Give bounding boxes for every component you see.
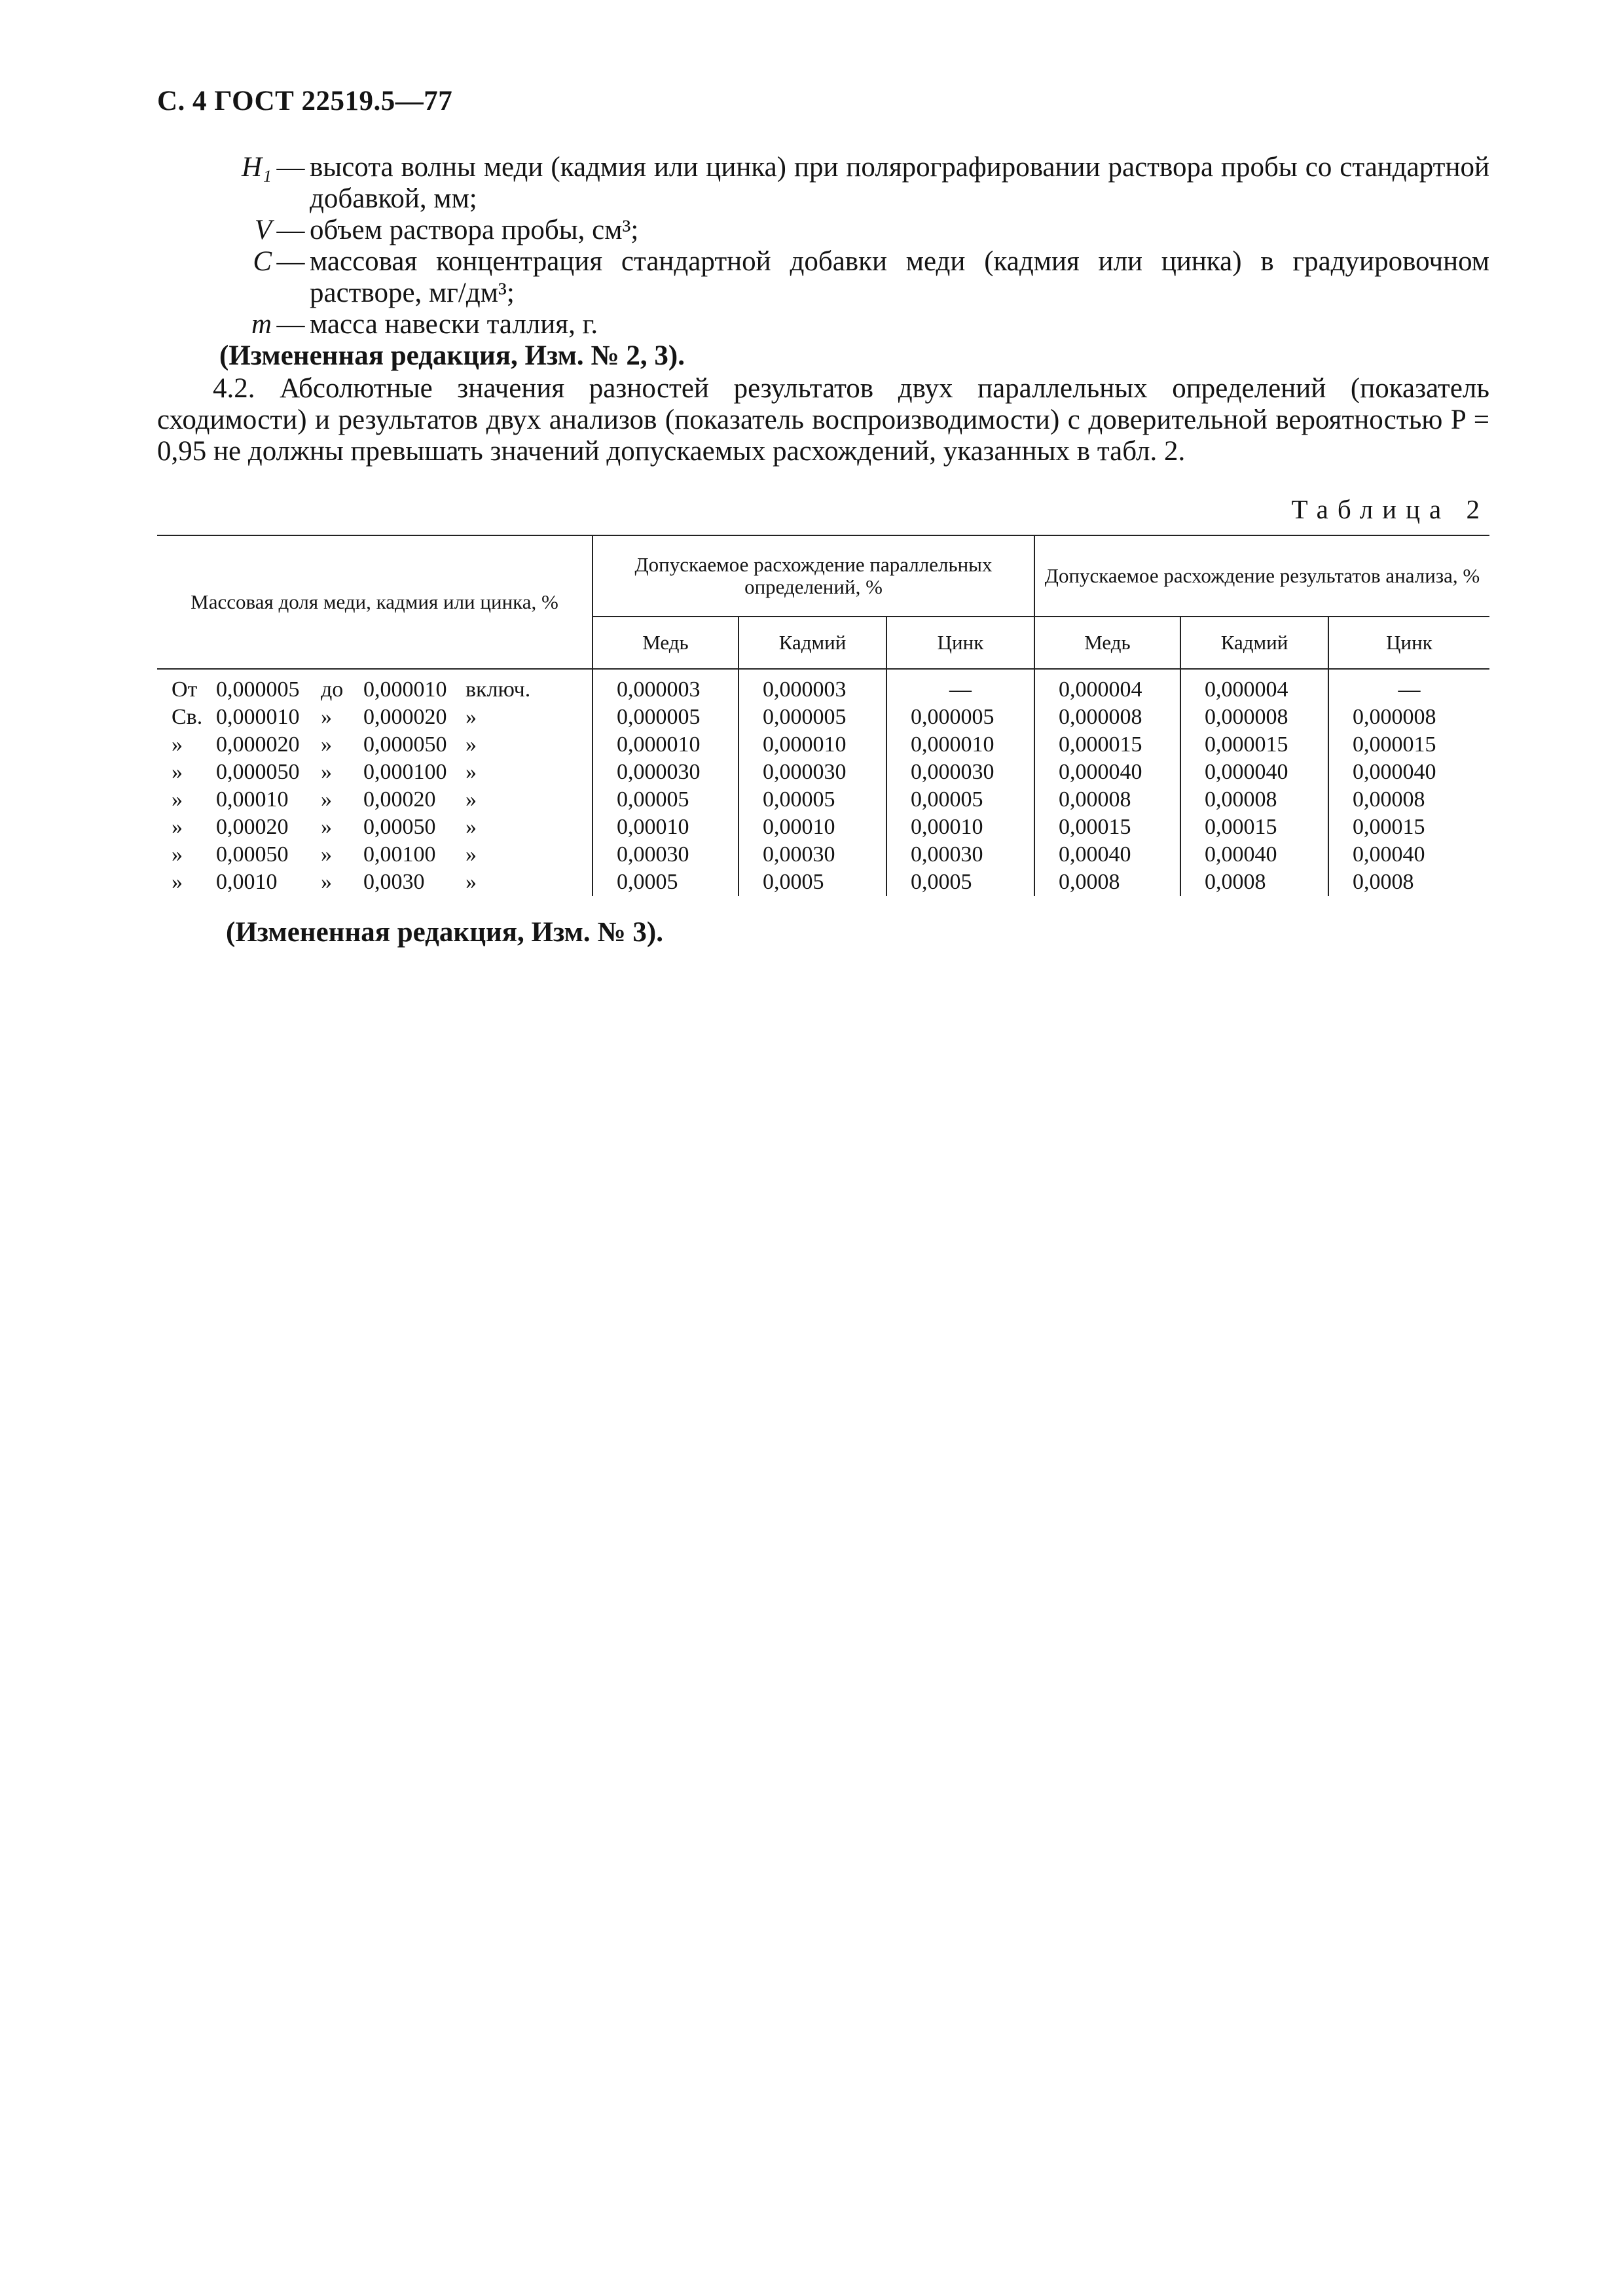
col-group-analysis: Допускаемое расхождение результатов анализа, % [1034,535,1489,617]
definition-term: m [251,309,272,340]
range-from: 0,000010 [216,705,300,729]
cell-parallel-cadmium: 0,00030 [739,841,886,869]
range-conj: » [321,705,332,729]
cell-parallel-copper: 0,000005 [593,704,739,731]
cell-analysis-zinc: — [1398,677,1421,702]
col-parallel-cadmium: Кадмий [739,617,886,669]
table-row [157,786,1489,814]
range-conj: до [321,677,344,702]
definition-dash: — [276,246,305,277]
cell-analysis-cadmium: 0,000040 [1180,759,1328,786]
range-from: 0,000005 [216,677,300,702]
cell-analysis-copper: 0,0008 [1034,869,1180,896]
range-to: 0,000010 [363,677,447,702]
cell-parallel-copper: 0,00010 [593,814,739,841]
definition-text: высота волны меди (кадмия или цинка) при полярографировании раствора пробы со стандартной добавкой, мм; [310,152,1489,214]
definition-term: C [253,246,272,277]
cell-analysis-cadmium: 0,000004 [1180,669,1328,704]
cell-analysis-copper: 0,000015 [1034,731,1180,759]
range-suffix: » [465,842,477,867]
cell-analysis-zinc: 0,00040 [1353,842,1425,867]
cell-parallel-cadmium: 0,00005 [739,786,886,814]
cell-analysis-cadmium: 0,00015 [1180,814,1328,841]
cell-range [157,786,593,814]
range-suffix: » [465,732,477,757]
cell-analysis-zinc: 0,00008 [1353,787,1425,812]
range-from: 0,00010 [216,787,289,812]
cell-analysis-cadmium: 0,000015 [1180,731,1328,759]
cell-parallel-copper: 0,000030 [593,759,739,786]
cell-range [157,814,593,841]
tolerance-table [157,535,1489,896]
cell-range [157,669,593,704]
range-prefix: Св. [172,705,203,729]
range-to: 0,0030 [363,870,425,894]
cell-analysis-copper: 0,00015 [1034,814,1180,841]
range-from: 0,00050 [216,842,289,867]
col-analysis-zinc: Цинк [1328,617,1489,669]
range-prefix: » [172,787,183,812]
range-prefix: От [172,677,198,702]
definition-dash: — [276,309,305,340]
range-to: 0,00020 [363,787,436,812]
cell-analysis-zinc: 0,0008 [1353,870,1414,894]
cell-parallel-zinc: 0,00010 [886,814,1034,841]
range-suffix: » [465,705,477,729]
amendment-note: (Измененная редакция, Изм. № 2, 3). [219,340,685,371]
table-row [157,869,1489,896]
cell-analysis-cadmium: 0,00008 [1180,786,1328,814]
definition-text: масса навески таллия, г. [310,309,598,340]
range-suffix: » [465,760,477,784]
range-conj: » [321,760,332,784]
definition-h1 [157,152,1489,215]
definition-m [157,309,1489,340]
cell-analysis-cadmium: 0,0008 [1180,869,1328,896]
col-analysis-copper: Медь [1034,617,1180,669]
range-conj: » [321,842,332,867]
cell-analysis-zinc: 0,000015 [1353,732,1436,757]
cell-parallel-zinc: 0,000005 [886,704,1034,731]
cell-analysis-copper: 0,00008 [1034,786,1180,814]
range-to: 0,00100 [363,842,436,867]
cell-parallel-zinc: 0,00030 [886,841,1034,869]
col-parallel-copper: Медь [593,617,739,669]
cell-analysis-copper: 0,00040 [1034,841,1180,869]
range-suffix: » [465,870,477,894]
cell-range [157,869,593,896]
cell-analysis-zinc: 0,00015 [1353,815,1425,839]
range-prefix: » [172,842,183,867]
col-mass-fraction: Массовая доля меди, кадмия или цинка, % [157,535,593,669]
range-suffix: » [465,787,477,812]
range-conj: » [321,815,332,839]
table-row [157,669,1489,704]
table-row [157,814,1489,841]
cell-range [157,759,593,786]
cell-parallel-copper: 0,000003 [593,669,739,704]
range-prefix: » [172,732,183,757]
col-parallel-zinc: Цинк [886,617,1034,669]
range-conj: » [321,732,332,757]
definition-v [157,215,1489,246]
cell-parallel-zinc: 0,000010 [886,731,1034,759]
range-conj: » [321,787,332,812]
table-row [157,704,1489,731]
cell-analysis-cadmium: 0,000008 [1180,704,1328,731]
range-from: 0,00020 [216,815,289,839]
range-to: 0,000050 [363,732,447,757]
cell-parallel-cadmium: 0,000010 [739,731,886,759]
range-from: 0,000020 [216,732,300,757]
cell-parallel-cadmium: 0,00010 [739,814,886,841]
cell-parallel-zinc: — [886,669,1034,704]
range-suffix: » [465,815,477,839]
table-row [157,841,1489,869]
cell-parallel-copper: 0,00030 [593,841,739,869]
table-caption: Таблица 2 [1291,494,1489,524]
definition-c [157,246,1489,309]
cell-parallel-copper: 0,00005 [593,786,739,814]
col-group-parallel: Допускаемое расхождение параллельных определений, % [593,535,1034,617]
table-body [157,669,1489,896]
table-row [157,759,1489,786]
cell-range [157,841,593,869]
page-header: С. 4 ГОСТ 22519.5—77 [157,86,453,117]
cell-analysis-cadmium: 0,00040 [1180,841,1328,869]
cell-parallel-copper: 0,0005 [593,869,739,896]
definition-dash: — [276,215,305,245]
cell-analysis-zinc: 0,000040 [1353,760,1436,784]
cell-range [157,704,593,731]
cell-analysis-copper: 0,000040 [1034,759,1180,786]
cell-parallel-zinc: 0,000030 [886,759,1034,786]
range-from: 0,000050 [216,760,300,784]
col-analysis-cadmium: Кадмий [1180,617,1328,669]
cell-parallel-zinc: 0,00005 [886,786,1034,814]
definition-text: массовая концентрация стандартной добавки меди (кадмия или цинка) в градуировочном растворе, мг/дм³; [310,246,1489,308]
cell-analysis-copper: 0,000004 [1034,669,1180,704]
table-row [157,731,1489,759]
definition-term: H₁ [241,152,272,183]
range-prefix: » [172,815,183,839]
range-prefix: » [172,870,183,894]
cell-parallel-zinc: 0,0005 [886,869,1034,896]
range-from: 0,0010 [216,870,278,894]
range-conj: » [321,870,332,894]
amendment-note-2: (Измененная редакция, Изм. № 3). [226,917,663,948]
definition-dash: — [276,152,305,183]
definitions-list [157,152,1489,372]
definition-term: V [254,215,272,245]
range-to: 0,00050 [363,815,436,839]
definition-text: объем раствора пробы, см³; [310,215,639,245]
cell-range [157,731,593,759]
range-to: 0,000020 [363,705,447,729]
range-prefix: » [172,760,183,784]
cell-parallel-cadmium: 0,0005 [739,869,886,896]
cell-parallel-cadmium: 0,000003 [739,669,886,704]
cell-parallel-cadmium: 0,000005 [739,704,886,731]
range-suffix: включ. [465,677,531,702]
cell-analysis-copper: 0,000008 [1034,704,1180,731]
range-to: 0,000100 [363,760,447,784]
cell-parallel-copper: 0,000010 [593,731,739,759]
cell-analysis-zinc: 0,000008 [1353,705,1436,729]
paragraph-4-2: 4.2. Абсолютные значения разностей результатов двух параллельных определений (показатель сходимости) и результатов двух анализов (показатель воспроизводимости) с доверительной вероятностью P = 0,95 не должны превышать значений допускаемых расхождений, указанных в табл. 2. [157,373,1489,467]
cell-parallel-cadmium: 0,000030 [739,759,886,786]
